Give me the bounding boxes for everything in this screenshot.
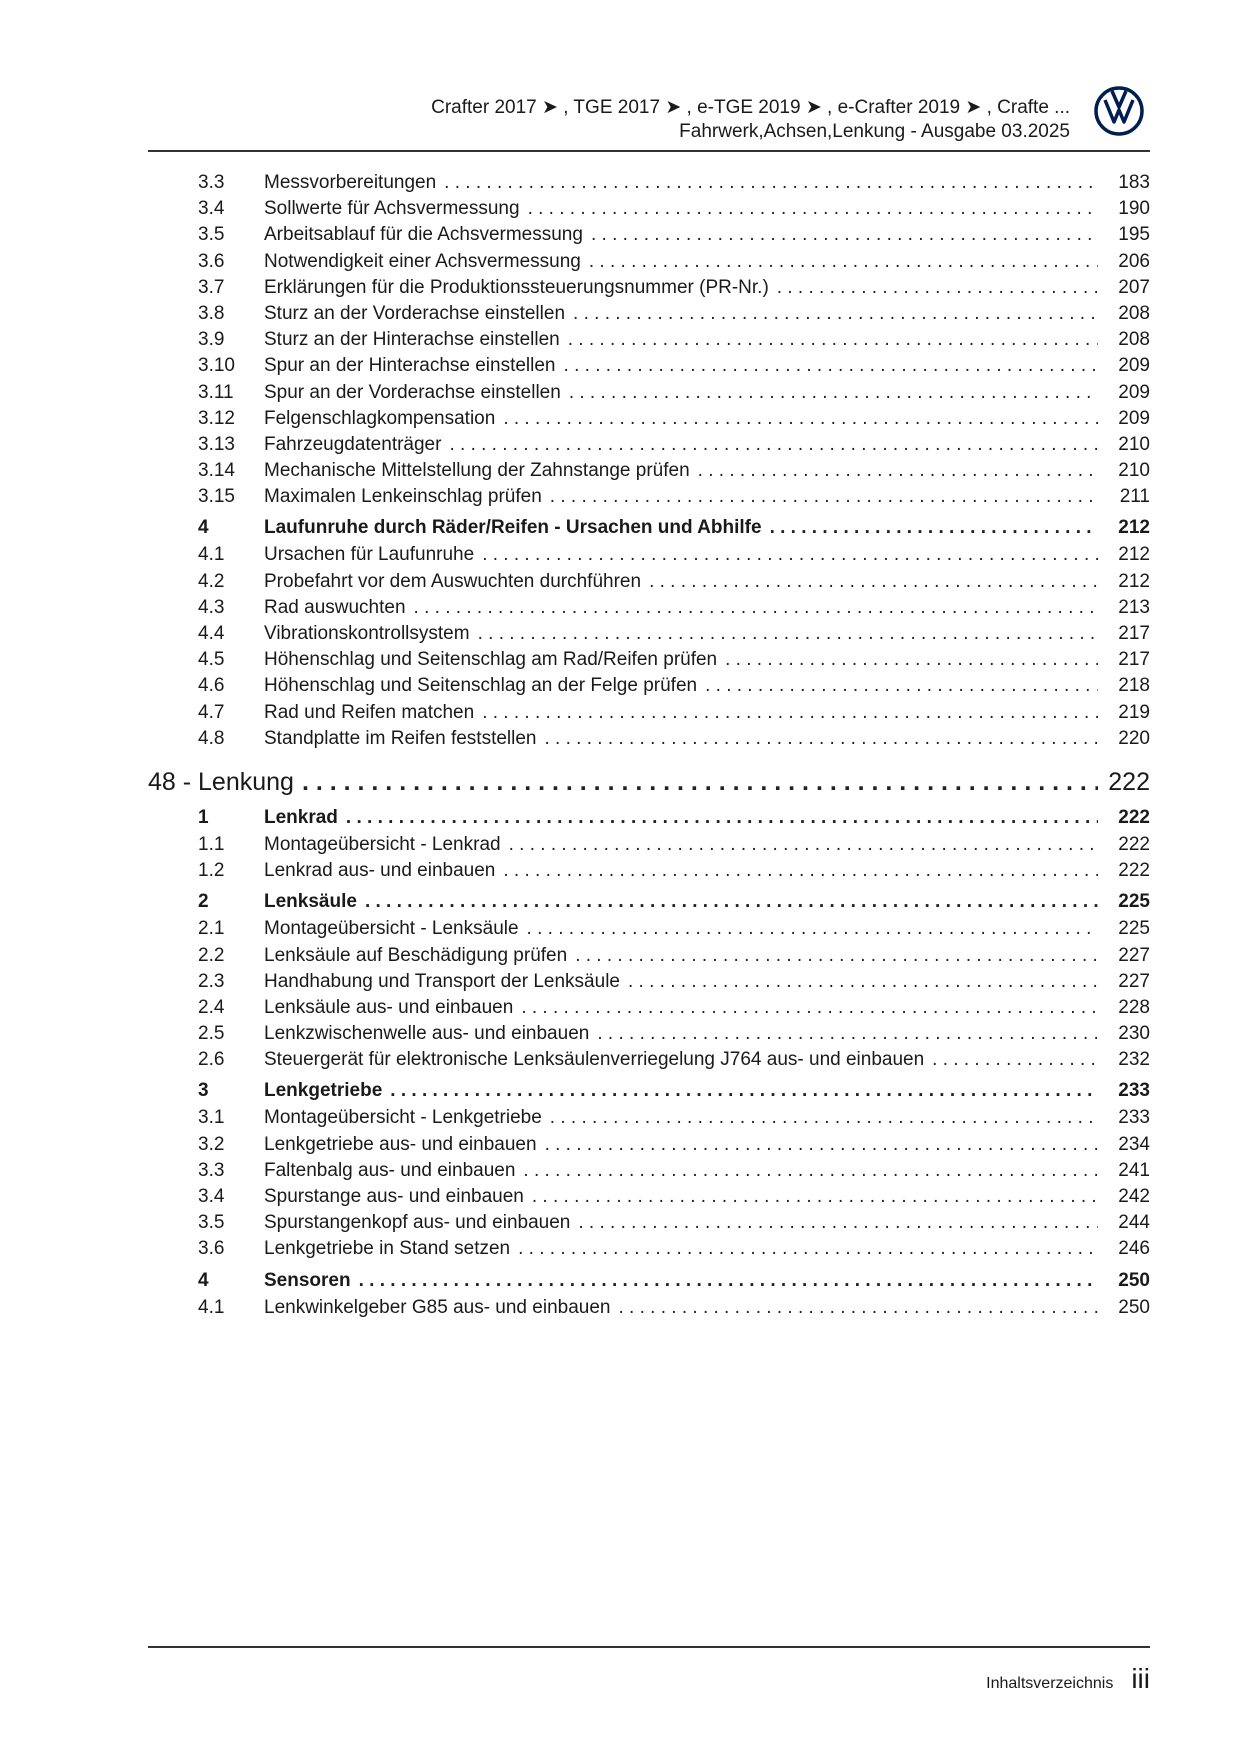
toc-dot-leader: [532, 1186, 1098, 1208]
toc-entry-page: 250: [1118, 1296, 1150, 1318]
toc-entry[interactable]: [148, 277, 1150, 303]
toc-entry-page: 233: [1118, 1080, 1150, 1102]
toc-entry-number: 3.13: [198, 433, 235, 455]
toc-dot-leader: [482, 544, 1098, 566]
toc-dot-leader: [503, 408, 1098, 430]
toc-entry[interactable]: [148, 1049, 1150, 1075]
toc-entry-number: 4.3: [198, 596, 225, 618]
toc-entry-title: Spur an der Vorderachse einstellen: [264, 381, 561, 403]
toc-entry-number: 3.9: [198, 329, 225, 351]
toc-entry-title: Erklärungen für die Produktionssteuerungsnummer (PR-Nr.): [264, 276, 769, 298]
toc-dot-leader: [482, 702, 1098, 724]
toc-entry[interactable]: [148, 486, 1150, 512]
toc-dot-leader: [573, 303, 1098, 325]
toc-entry-page: 208: [1118, 329, 1150, 351]
toc-entry-title: Lenksäule aus- und einbauen: [264, 996, 514, 1018]
toc-entry-number: 4.4: [198, 623, 225, 644]
toc-entry-number: 3.8: [198, 302, 225, 324]
toc-dot-leader: [509, 834, 1098, 856]
toc-dot-leader: [569, 382, 1098, 404]
toc-dot-leader: [777, 277, 1098, 299]
toc-entry-title: Lenkwinkelgeber G85 aus- und einbauen: [264, 1296, 611, 1318]
toc-entry-page: 212: [1118, 544, 1150, 566]
toc-dot-leader: [550, 1107, 1098, 1129]
toc-dot-leader: [444, 172, 1098, 194]
toc-entry-title: Fahrzeugdatenträger: [264, 433, 442, 455]
toc-dot-leader: [564, 355, 1098, 377]
toc-section-entry[interactable]: [148, 807, 1150, 834]
toc-entry-title: Felgenschlagkompensation: [264, 407, 496, 429]
toc-entry[interactable]: [148, 702, 1150, 728]
toc-entry-page: 225: [1118, 918, 1150, 940]
toc-entry-title: Probefahrt vor dem Auswuchten durchführen: [264, 570, 642, 592]
toc-entry-title: Sensoren: [264, 1269, 351, 1291]
toc-dot-leader: [591, 224, 1098, 246]
toc-entry-page: 222: [1118, 860, 1150, 882]
toc-entry-page: 217: [1118, 623, 1150, 644]
toc-entry-title: Spurstange aus- und einbauen: [264, 1186, 524, 1207]
toc-entry-number: 4.6: [198, 675, 225, 697]
toc-entry-page: 209: [1118, 381, 1150, 403]
toc-entry-page: 213: [1118, 596, 1150, 618]
toc-entry-title: Standplatte im Reifen feststellen: [264, 727, 537, 749]
toc-entry-title: Lenkrad aus- und einbauen: [264, 860, 496, 882]
toc-entry-page: 195: [1118, 224, 1150, 246]
toc-entry-number: 3.7: [198, 276, 225, 298]
toc-entry-number: 4.2: [198, 570, 225, 592]
toc-entry-title: Lenksäule auf Beschädigung prüfen: [264, 944, 568, 966]
toc-dot-leader: [698, 460, 1098, 482]
toc-entry-number: 2.1: [198, 918, 225, 940]
toc-entry[interactable]: [148, 1297, 1150, 1323]
toc-entry-number: 2: [198, 891, 209, 913]
toc-entry-number: 3.11: [198, 381, 234, 403]
toc-entry-page: 217: [1118, 649, 1150, 671]
toc-entry-number: 2.4: [198, 996, 225, 1018]
toc-entry[interactable]: [148, 1160, 1150, 1186]
toc-entry[interactable]: [148, 834, 1150, 860]
toc-dot-leader: [523, 1160, 1098, 1182]
toc-entry-page: 227: [1118, 944, 1150, 966]
toc-dot-leader: [414, 597, 1098, 619]
toc-entry[interactable]: [148, 971, 1150, 997]
toc-entry-number: 2.5: [198, 1023, 225, 1045]
toc-entry-title: Laufunruhe durch Räder/Reifen - Ursachen und Abhilfe: [264, 517, 762, 539]
toc-entry-title: Maximalen Lenkeinschlag prüfen: [264, 486, 542, 508]
toc-dot-leader: [365, 891, 1098, 913]
toc-entry-page: 220: [1118, 727, 1150, 749]
toc-dot-leader: [449, 434, 1098, 456]
toc-entry-page: 242: [1118, 1186, 1150, 1207]
toc-entry-number: 3.5: [198, 1212, 225, 1234]
toc-entry[interactable]: [148, 303, 1150, 329]
toc-entry[interactable]: [148, 251, 1150, 277]
toc-entry[interactable]: [148, 408, 1150, 434]
toc-entry-number: 3.12: [198, 407, 235, 429]
toc-entry-title: Sturz an der Hinterachse einstellen: [264, 329, 560, 351]
toc-entry-page: 211: [1119, 486, 1150, 508]
toc-entry-title: Montageübersicht - Lenkrad: [264, 833, 501, 855]
page-header: [148, 96, 1070, 144]
toc-entry[interactable]: [148, 1134, 1150, 1160]
toc-entry[interactable]: [148, 172, 1150, 198]
toc-entry-title: Lenkgetriebe in Stand setzen: [264, 1238, 511, 1260]
toc-dot-leader: [518, 1238, 1098, 1260]
toc-entry-title: Rad und Reifen matchen: [264, 701, 475, 723]
footer-page-number: iii: [1131, 1663, 1150, 1694]
toc-dot-leader: [568, 329, 1098, 351]
toc-entry-page: 209: [1118, 407, 1150, 429]
toc-entry[interactable]: [148, 860, 1150, 886]
toc-entry-number: 3.10: [198, 355, 235, 377]
toc-entry[interactable]: [148, 945, 1150, 971]
toc-entry-page: 241: [1118, 1159, 1150, 1181]
footer-section-label: Inhaltsverzeichnis: [986, 1675, 1114, 1692]
page-footer: [986, 1663, 1150, 1695]
toc-entry-number: 1.2: [198, 860, 225, 882]
toc-entry-title: 48 - Lenkung: [148, 767, 294, 796]
toc-entry[interactable]: [148, 675, 1150, 701]
toc-chapter-entry[interactable]: [148, 768, 1150, 802]
toc-dot-leader: [346, 807, 1098, 829]
toc-entry[interactable]: [148, 544, 1150, 570]
toc-entry-title: Handhabung und Transport der Lenksäule: [264, 970, 620, 992]
toc-entry-page: 244: [1118, 1212, 1150, 1234]
header-divider: [148, 150, 1150, 152]
toc-section-entry[interactable]: [148, 517, 1150, 544]
toc-section-entry[interactable]: [148, 891, 1150, 918]
toc-entry-number: 3.14: [198, 460, 235, 482]
toc-entry-page: 246: [1118, 1238, 1150, 1260]
toc-entry-page: 183: [1118, 172, 1150, 193]
toc-entry-number: 4: [198, 1269, 209, 1291]
toc-entry-title: Lenkrad: [264, 806, 338, 828]
toc-entry-title: Spurstangenkopf aus- und einbauen: [264, 1212, 571, 1234]
toc-dot-leader: [932, 1049, 1098, 1071]
toc-entry-number: 2.6: [198, 1049, 225, 1071]
toc-dot-leader: [649, 571, 1098, 593]
toc-dot-leader: [302, 768, 1098, 797]
toc-entry[interactable]: [148, 329, 1150, 355]
toc-entry-title: Spur an der Hinterachse einstellen: [264, 355, 556, 377]
toc-entry-title: Messvorbereitungen: [264, 172, 437, 193]
toc-entry-number: 3.6: [198, 250, 225, 272]
toc-entry-page: 228: [1118, 996, 1150, 1018]
toc-dot-leader: [770, 517, 1098, 539]
toc-entry-title: Mechanische Mittelstellung der Zahnstange prüfen: [264, 460, 690, 482]
toc-entry-number: 4.8: [198, 727, 225, 749]
toc-entry-number: 3.5: [198, 224, 225, 246]
toc-entry-number: 3.6: [198, 1238, 225, 1260]
toc-entry[interactable]: [148, 623, 1150, 649]
toc-entry-number: 4: [198, 517, 209, 539]
toc-entry[interactable]: [148, 997, 1150, 1023]
header-title-line2: Fahrwerk,Achsen,Lenkung - Ausgabe 03.2025: [679, 121, 1070, 142]
toc-entry-number: 2.2: [198, 944, 225, 966]
toc-section-entry[interactable]: [148, 1080, 1150, 1107]
toc-entry[interactable]: [148, 224, 1150, 250]
toc-entry-number: 3.3: [198, 172, 225, 193]
toc-entry-page: 207: [1118, 276, 1150, 298]
toc-entry-title: Sturz an der Vorderachse einstellen: [264, 302, 566, 324]
toc-entry-page: 210: [1118, 433, 1150, 455]
toc-entry-number: 3.4: [198, 1186, 225, 1207]
toc-entry-title: Rad auswuchten: [264, 596, 406, 618]
toc-entry-number: 4.5: [198, 649, 225, 671]
toc-entry-title: Sollwerte für Achsvermessung: [264, 198, 520, 220]
toc-entry[interactable]: [148, 1186, 1150, 1212]
toc-entry-page: 222: [1108, 767, 1150, 796]
toc-entry[interactable]: [148, 918, 1150, 944]
footer-divider: [148, 1646, 1150, 1648]
toc-dot-leader: [550, 486, 1098, 508]
toc-entry-page: 225: [1118, 891, 1150, 913]
toc-entry-page: 212: [1118, 517, 1150, 539]
toc-entry-page: 232: [1118, 1049, 1150, 1071]
toc-entry-number: 4.1: [198, 1296, 225, 1318]
toc-entry-page: 208: [1118, 302, 1150, 324]
toc-dot-leader: [705, 675, 1098, 697]
toc-entry-title: Faltenbalg aus- und einbauen: [264, 1159, 516, 1181]
toc-entry-number: 3.1: [198, 1107, 225, 1129]
toc-entry-title: Lenkzwischenwelle aus- und einbauen: [264, 1023, 590, 1045]
toc-entry-number: 1.1: [198, 833, 225, 855]
toc-entry-number: 4.7: [198, 701, 225, 723]
toc-entry-title: Höhenschlag und Seitenschlag an der Felge prüfen: [264, 675, 698, 697]
toc-entry-title: Steuergerät für elektronische Lenksäulenverriegelung J764 aus- und einbauen: [264, 1049, 925, 1071]
toc-dot-leader: [589, 251, 1098, 273]
toc-entry-title: Notwendigkeit einer Achsvermessung: [264, 250, 581, 272]
toc-entry-page: 212: [1118, 570, 1150, 592]
toc-entry-number: 3.15: [198, 486, 235, 508]
toc-entry-number: 1: [198, 806, 209, 828]
toc-entry-title: Lenkgetriebe aus- und einbauen: [264, 1133, 537, 1155]
toc-dot-leader: [521, 997, 1098, 1019]
toc-dot-leader: [725, 649, 1098, 671]
toc-dot-leader: [390, 1080, 1098, 1102]
toc-entry-page: 233: [1118, 1107, 1150, 1129]
toc-dot-leader: [359, 1270, 1098, 1292]
toc-entry-page: 222: [1118, 833, 1150, 855]
toc-entry[interactable]: [148, 597, 1150, 623]
toc-entry-page: 219: [1118, 701, 1150, 723]
toc-entry-title: Vibrationskontrollsystem: [264, 623, 470, 644]
toc-entry-page: 210: [1118, 460, 1150, 482]
toc-entry[interactable]: [148, 355, 1150, 381]
toc-dot-leader: [545, 1134, 1098, 1156]
toc-entry[interactable]: [148, 198, 1150, 224]
toc-dot-leader: [618, 1297, 1098, 1319]
toc-entry[interactable]: [148, 382, 1150, 408]
toc-entry-number: 3.2: [198, 1133, 225, 1155]
toc-section-entry[interactable]: [148, 1270, 1150, 1297]
toc-entry-page: 230: [1118, 1023, 1150, 1045]
toc-entry-page: 222: [1118, 806, 1150, 828]
toc-entry-title: Montageübersicht - Lenksäule: [264, 918, 519, 940]
toc-entry[interactable]: [148, 434, 1150, 460]
header-title-line1: Crafter 2017 ➤ , TGE 2017 ➤ , e-TGE 2019 ➤ , e-Crafter 2019 ➤ , Crafte ...: [431, 97, 1070, 118]
toc-entry[interactable]: [148, 728, 1150, 754]
toc-entry[interactable]: [148, 649, 1150, 675]
toc-entry-title: Höhenschlag und Seitenschlag am Rad/Reifen prüfen: [264, 649, 718, 671]
toc-entry-title: Montageübersicht - Lenkgetriebe: [264, 1107, 542, 1129]
toc-entry[interactable]: [148, 571, 1150, 597]
toc-entry[interactable]: [148, 460, 1150, 486]
toc-entry-page: 227: [1118, 970, 1150, 992]
toc-entry-page: 250: [1118, 1269, 1150, 1291]
toc-entry-number: 3.4: [198, 198, 225, 220]
toc-entry-number: 3: [198, 1080, 209, 1102]
toc-entry-number: 4.1: [198, 544, 225, 566]
toc-entry-title: Arbeitsablauf für die Achsvermessung: [264, 224, 583, 246]
toc-entry-number: 3.3: [198, 1159, 225, 1181]
toc-entry-title: Ursachen für Laufunruhe: [264, 544, 475, 566]
toc-dot-leader: [478, 623, 1098, 645]
toc-entry[interactable]: [148, 1238, 1150, 1264]
vw-logo-icon: [1094, 86, 1144, 136]
toc-dot-leader: [545, 728, 1099, 750]
toc-entry-page: 234: [1118, 1133, 1150, 1155]
table-of-contents: [148, 172, 1150, 1323]
toc-entry-title: Lenkgetriebe: [264, 1080, 383, 1102]
toc-dot-leader: [503, 860, 1098, 882]
toc-dot-leader: [575, 945, 1098, 967]
toc-dot-leader: [628, 971, 1098, 993]
toc-dot-leader: [578, 1212, 1098, 1234]
toc-entry[interactable]: [148, 1212, 1150, 1238]
toc-entry-page: 218: [1118, 675, 1150, 697]
toc-entry[interactable]: [148, 1107, 1150, 1133]
toc-entry-page: 206: [1118, 250, 1150, 272]
toc-dot-leader: [527, 918, 1098, 940]
toc-dot-leader: [597, 1023, 1098, 1045]
toc-entry-page: 190: [1118, 198, 1150, 220]
toc-entry-number: 2.3: [198, 970, 225, 992]
toc-entry-title: Lenksäule: [264, 891, 357, 913]
toc-entry-page: 209: [1118, 355, 1150, 377]
toc-entry[interactable]: [148, 1023, 1150, 1049]
toc-dot-leader: [528, 198, 1098, 220]
